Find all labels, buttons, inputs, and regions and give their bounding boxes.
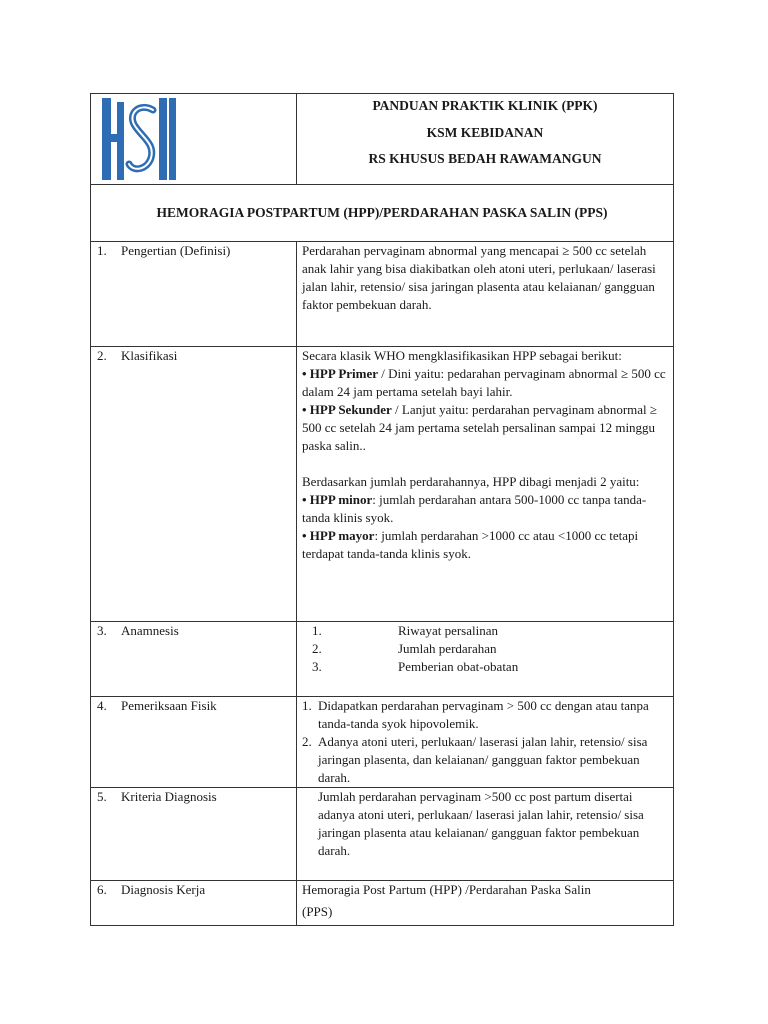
- list-number: 2.: [312, 641, 322, 656]
- list-text: Pemberian obat-obatan: [398, 659, 519, 674]
- row-label: Pengertian (Definisi): [121, 243, 231, 258]
- list-number: 3.: [312, 659, 322, 674]
- row-label-cell: [91, 242, 297, 347]
- table-row-pengertian: [91, 242, 674, 347]
- list-item: [302, 622, 667, 640]
- hpp-mayor-item: [302, 527, 667, 563]
- row-label-cell: [91, 622, 297, 697]
- hpp-primer-desc: / Dini yaitu: pedarahan pervaginam abnormal ≥ 500 cc dalam 24 jam pertama setelah bayi lahir.: [302, 366, 666, 399]
- physical-exam-list: [302, 697, 667, 787]
- hpp-minor-desc: : jumlah perdarahan antara 500-1000 cc tanpa tanda-tanda klinis syok.: [302, 492, 647, 525]
- working-diagnosis-cell: [297, 881, 674, 926]
- anamnesis-cell: [297, 622, 674, 697]
- table-row-diagnosis-kerja: [91, 881, 674, 926]
- classification-intro: Secara klasik WHO mengklasifikasikan HPP sebagai berikut:: [302, 348, 622, 363]
- document-title-row: [91, 185, 674, 242]
- list-text: Riwayat persalinan: [398, 623, 498, 638]
- row-label-cell: [91, 347, 297, 622]
- list-text: Jumlah perdarahan: [398, 641, 497, 656]
- table-row-kriteria-diagnosis: [91, 788, 674, 881]
- working-diagnosis-line1: Hemoragia Post Partum (HPP) /Perdarahan Paska Salin: [302, 882, 591, 897]
- header-title-cell: [297, 94, 674, 185]
- logo-cell: [91, 94, 297, 185]
- ksm-title: KSM KEBIDANAN: [426, 125, 544, 140]
- row-number: 2.: [97, 348, 107, 363]
- list-number: 1.: [302, 698, 312, 713]
- row-label: Klasifikasi: [121, 348, 178, 363]
- ppk-document-table: [90, 93, 674, 926]
- hpp-sekunder-term: • HPP Sekunder: [302, 402, 392, 417]
- working-diagnosis-line2: (PPS): [302, 904, 333, 919]
- row-label: Kriteria Diagnosis: [121, 789, 217, 804]
- list-text: Didapatkan perdarahan pervaginam > 500 cc dengan atau tanpa tanda-tanda syok hipovolemik.: [318, 698, 649, 731]
- hpp-minor-term: • HPP minor: [302, 492, 373, 507]
- list-item: [302, 697, 667, 733]
- ppk-title: PANDUAN PRAKTIK KLINIK (PPK): [372, 98, 598, 113]
- row-number: 6.: [97, 882, 107, 897]
- amount-intro: Berdasarkan jumlah perdarahannya, HPP dibagi menjadi 2 yaitu:: [302, 474, 640, 489]
- hpp-mayor-term: • HPP mayor: [302, 528, 375, 543]
- hpp-mayor-desc: : jumlah perdarahan >1000 cc atau <1000 cc tetapi terdapat tanda-tanda klinis syok.: [302, 528, 639, 561]
- hpp-primer-item: [302, 365, 667, 401]
- hpp-sekunder-item: [302, 401, 667, 455]
- header-row: [91, 94, 674, 185]
- hospital-logo: [99, 96, 179, 182]
- list-item: [302, 640, 667, 658]
- hospital-name: RS KHUSUS BEDAH RAWAMANGUN: [368, 151, 602, 166]
- list-item: [302, 658, 667, 676]
- row-label: Pemeriksaan Fisik: [121, 698, 217, 713]
- physical-exam-cell: [297, 697, 674, 788]
- table-row-pemeriksaan-fisik: [91, 697, 674, 788]
- table-row-anamnesis: [91, 622, 674, 697]
- classification-cell: [297, 347, 674, 622]
- hpp-sekunder-desc: / Lanjut yaitu: perdarahan pervaginam abnormal ≥ 500 cc setelah 24 jam pertama setelah persalinan sampai 12 minggu paska salin..: [302, 402, 658, 453]
- document-title: HEMORAGIA POSTPARTUM (HPP)/PERDARAHAN PASKA SALIN (PPS): [91, 185, 674, 242]
- row-label: Diagnosis Kerja: [121, 882, 206, 897]
- hpp-primer-term: • HPP Primer: [302, 366, 379, 381]
- anamnesis-list: [302, 622, 667, 676]
- table-row-klasifikasi: [91, 347, 674, 622]
- hpp-minor-item: [302, 491, 667, 527]
- diagnosis-criteria-text: Jumlah perdarahan pervaginam >500 cc post partum disertai adanya atoni uteri, perlukaan/ laserasi jalan lahir, retensio/ sisa jaringan plasenta atau kelaianan/ gangguan faktor pembekuan darah.: [297, 788, 674, 881]
- row-label-cell: [91, 788, 297, 881]
- row-number: 4.: [97, 698, 107, 713]
- row-label-cell: [91, 697, 297, 788]
- row-number: 1.: [97, 243, 107, 258]
- row-number: 5.: [97, 789, 107, 804]
- list-text: Adanya atoni uteri, perlukaan/ laserasi jalan lahir, retensio/ sisa jaringan plasenta, dan kelaianan/ gangguan faktor pembekuan darah.: [318, 734, 648, 785]
- spacer: [302, 455, 667, 473]
- row-number: 3.: [97, 623, 107, 638]
- list-number: 2.: [302, 734, 312, 749]
- list-number: 1.: [312, 623, 322, 638]
- definition-text: Perdarahan pervaginam abnormal yang mencapai ≥ 500 cc setelah anak lahir yang bisa diakibatkan oleh atoni uteri, perlukaan/ laserasi jalan lahir, retensio/ sisa jaringan plasenta atau kelaianan/ gangguan faktor pembekuan darah.: [297, 242, 674, 347]
- list-item: [302, 733, 667, 787]
- row-label-cell: [91, 881, 297, 926]
- row-label: Anamnesis: [121, 623, 179, 638]
